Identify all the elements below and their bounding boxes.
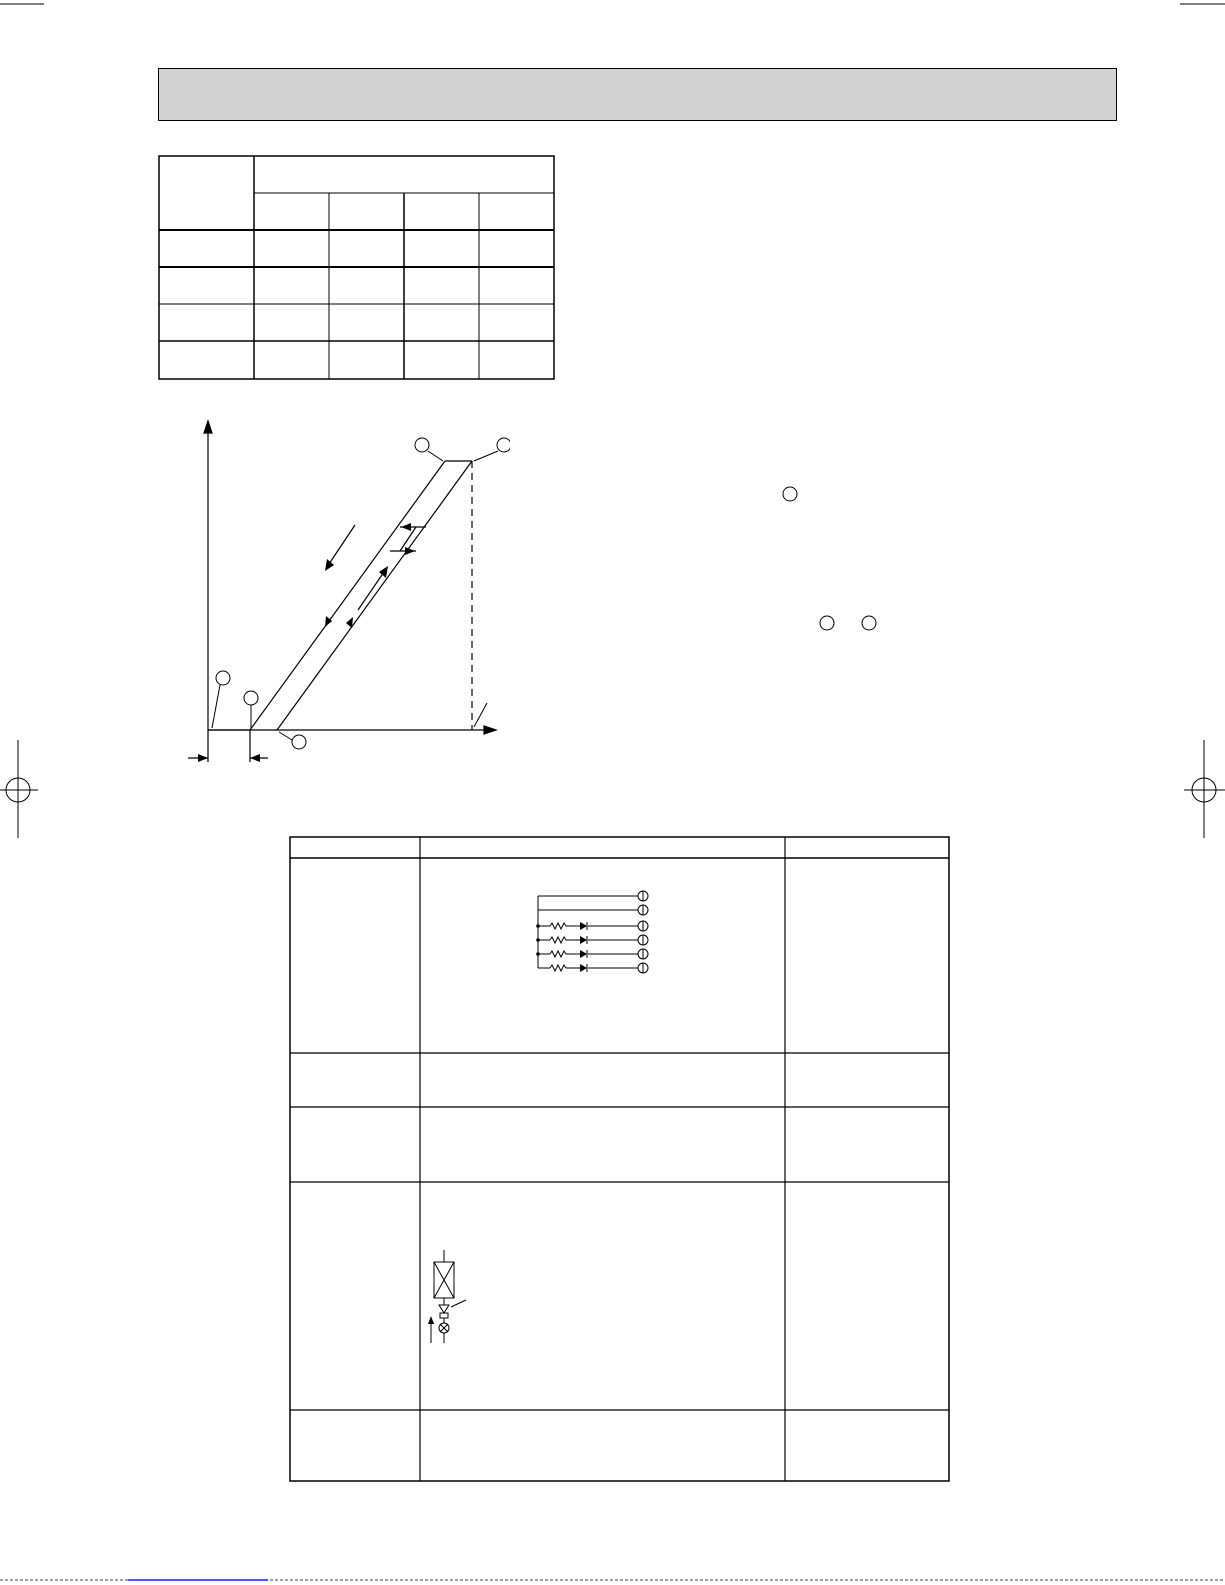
marker-circle-2 [497,438,510,452]
setting-table [150,150,560,385]
valve-coil-diagram [431,1250,466,1343]
operation-graph [180,415,510,775]
led-circuit-diagram [538,891,648,973]
side-note-markers [780,480,900,640]
marker-circle-1 [415,438,429,452]
note-marker-circle [820,616,834,630]
section-title-banner [158,68,1117,121]
note-marker-circle [862,616,876,630]
marker-circle-3 [216,671,230,685]
marker-circle-5 [292,735,306,749]
note-marker-circle [783,487,797,501]
marker-circle-4 [244,691,258,705]
parts-table [288,835,953,1485]
graph-markers [216,438,510,749]
